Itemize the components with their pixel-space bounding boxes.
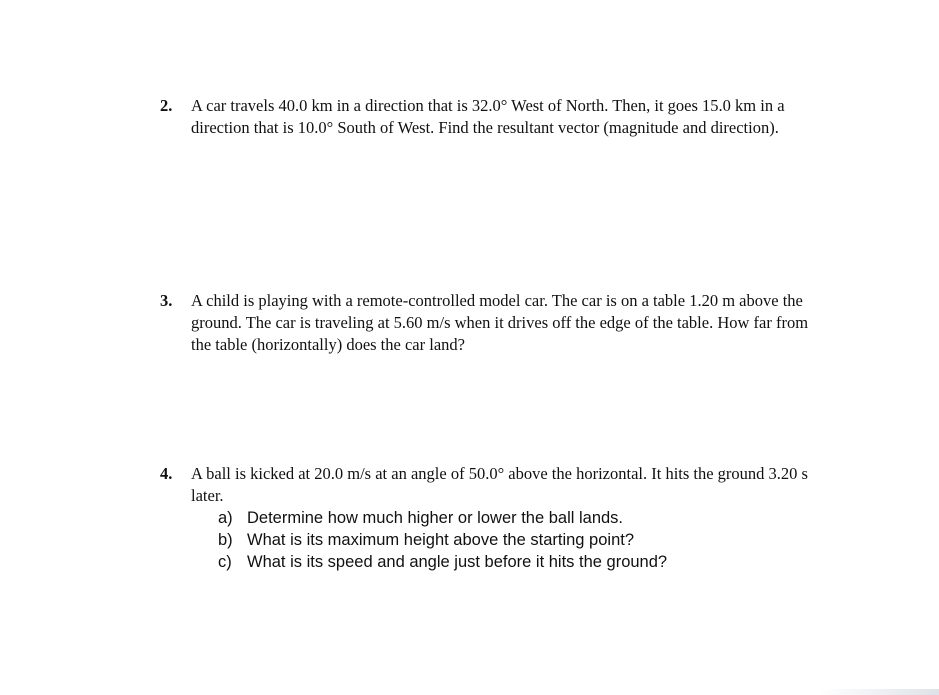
subpart-text: Determine how much higher or lower the ball lands. (247, 509, 624, 527)
problem-2 (160, 95, 820, 139)
problem-text: A car travels 40.0 km in a direction that is 32.0° West of North. Then, it goes 15.0 km in a direction that is 10.0° South of West. Find the resultant vector (magnitude and direction). (191, 96, 785, 137)
subpart-text: What is its speed and angle just before it hits the ground? (247, 553, 668, 571)
subpart-letter: c) (218, 553, 232, 571)
subpart-letter: b) (218, 531, 233, 549)
problem-number: 4. (160, 464, 173, 483)
subpart-text: What is its maximum height above the starting point? (247, 531, 635, 549)
problem-3 (160, 290, 820, 356)
page-corner-shadow (819, 689, 939, 695)
problem-text: A ball is kicked at 20.0 m/s at an angle of 50.0° above the horizontal. It hits the ground 3.20 s later. (191, 464, 808, 505)
problem-number: 3. (160, 291, 173, 310)
problem-4 (160, 463, 820, 507)
subpart-letter: a) (218, 509, 233, 527)
problem-number: 2. (160, 96, 173, 115)
problem-text: A child is playing with a remote-controlled model car. The car is on a table 1.20 m above the ground. The car is traveling at 5.60 m/s when it drives off the edge of the table. How far from the table (horizontally) does the car land? (191, 291, 809, 354)
